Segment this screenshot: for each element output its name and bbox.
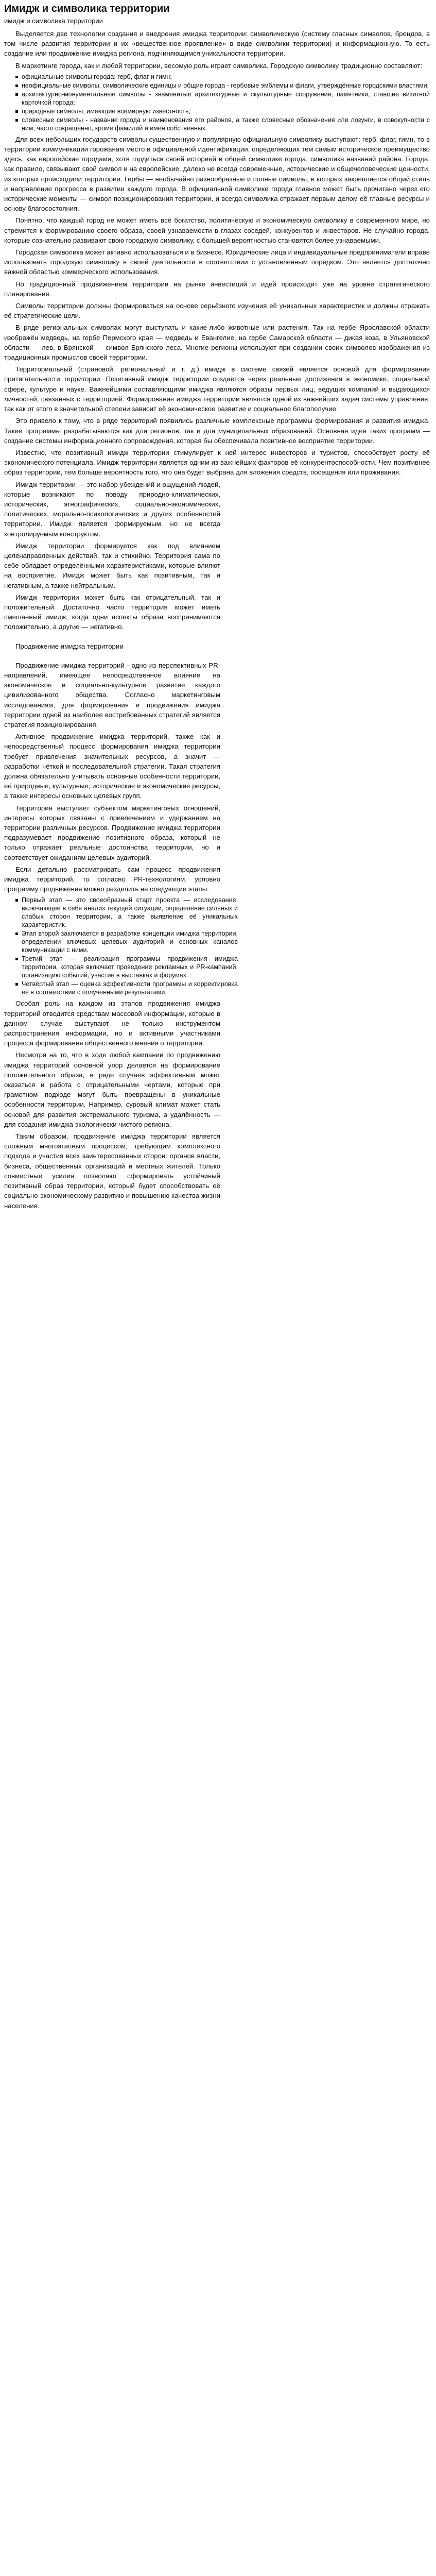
page-subtitle: имидж и символика территории <box>4 17 103 25</box>
section-paragraph: Продвижение имиджа территорий - одно из перспективных PR-направлений, имеющее непосредственное влияние на экономическое и социально-культурное развитие каждого цивилизованного общества. Согласно маркетинговым исследованиям, для формирования и продвижения имиджа территории одной из наиболее востребованных стратегий является стратегия позиционирования. <box>4 661 220 728</box>
intro-paragraph: В маркетинге города, как и любой территории, весомую роль играет символика. Городскую символику традиционно составляют: <box>15 61 423 70</box>
steps-list <box>4 896 238 996</box>
body-paragraph: Понятно, что каждый город не может иметь всё богатство, политическую и экономическую символику в современном мире, но стремится к формированию своего образа, своей узнаваемости в глазах соседей, конкурентов и инвесторов. Не случайно города, которые сознательно развивают свою городскую символику, с большей вероятностью становятся более узнаваемыми. <box>4 216 430 244</box>
closing-paragraph: Несмотря на то, что в ходе любой кампании по продвижению имиджа территорий основной упор делается на формирование положительного образа, в ряде случаев эффективным может оказаться и работа с отрицательными чертами, которые при грамотном подходе могут быть превращены в уникальные особенности территории. Например, суровый климат может стать основой для развития экстремального туризма, а удалённость — для создания имиджа экологически чистого региона. <box>4 1051 220 1128</box>
body-paragraph: Символы территории должны формироваться на основе серьёзного изучения её уникальных характеристик и должны отражать её стратегические цели. <box>4 302 430 320</box>
body-paragraph: В ряде региональных символах могут выступать и какие-либо животные или растения. Так на гербе Ярославской области изображён медведь, на гербе Пермского края — медведь и Евангелие, на гербе Самарской области — дикая коза, в Ульяновской области — лев, в Брянской — символ Брянского леса. Многие регионы используют при создании своих символов изображения из традиционных промыслов своей территории. <box>4 324 430 362</box>
section-paragraph: Если детально рассматривать сам процесс продвижения имиджа территорий, то согласно PR-технологиям, условно программу продвижения можно разделить на следующие этапы: <box>4 865 220 893</box>
body-paragraph: Известно, что позитивный имидж территории стимулирует к ней интерес инвесторов и туристов, способствует росту её экономического потенциала. Имидж территории является одним из важнейших факторов её конкурентоспособности. Чем позитивнее образ территории, тем больше вероятность того, что она будет выбрана для вложения средств, посещения или проживания. <box>4 448 430 477</box>
list-item: Этап второй заключается в разработке концепции имиджа территории, определении ключевых целевых аудиторий и основных каналов коммуникации с ними. <box>22 930 238 954</box>
section-title: Продвижение имиджа территории <box>15 642 124 650</box>
symbols-list <box>4 73 430 132</box>
column-paragraph: Имидж территории — это набор убеждений и ощущений людей, которые возникают по поводу природно-климатических, исторических, этнографических, социально-экономических, политических, морально-психологических и других особенностей территории. Имидж является формируемым, но не всегда контролируемым конструктом. <box>4 480 220 538</box>
list-item: словесные символы - название города и наименования его районов, а также словесные обозначения или лозунги, в совокупности с ним, часто сокращённо, кроме фамилий и имён собственных. <box>22 116 430 132</box>
list-item: Четвёртый этап — оценка эффективности программы и корректировка её в соответствии с полученными результатами. <box>22 980 238 996</box>
body-paragraph: Это привело к тому, что в ряде территорий появились различные комплексные программы формирования и развития имиджа. Такие программы разрабатываются как для регионов, так и для муниципальных образований. Основная идея таких программ — создание системы информационного сопровождения, которая бы обеспечивала позитивное восприятие территории. <box>4 417 430 445</box>
body-paragraph: Но традиционный продвижением территории на рынке инвестиций и идей происходит уже на уровне стратегического планирования. <box>4 280 430 298</box>
list-item: Первый этап — это своеобразный старт проекта — исследование, включающее в себя анализ текущей ситуации, определение сильных и слабых сторон территории, а также выявление её уникальных характеристик. <box>22 896 238 929</box>
column-paragraph: Имидж территории формируется как под влиянием целенаправленных действий, так и стихийно. Территория сама по себе обладает определёнными характеристиками, которые влияют на восприятие. Имидж может быть как позитивным, так и негативным, а также нейтральным. <box>4 541 220 589</box>
body-paragraph: Городская символика может активно использоваться и в бизнесе. Юридические лица и индивидуальные предприниматели вправе использовать городскую символику в своей деятельности в соответствии с установленным порядком. Это является достаточно важной областью коммерческого использования. <box>4 248 430 276</box>
page-title: Имидж и символика территории <box>4 3 170 14</box>
list-item: официальные символы города: герб, флаг и гимн; <box>22 73 430 81</box>
closing-paragraph: Особая роль на каждом из этапов продвижения имиджа территорий отводится средствам массовой информации, которые в данном случае выступают не только инструментом распространения информации, но и активными участниками процесса формирования общественного мнения о территории. <box>4 999 220 1047</box>
column-paragraph: Имидж территории может быть как отрицательный, так и положительный. Достаточно часто территория может иметь смешанный имидж, когда одни аспекты образа воспринимаются положительно, а другие — негативно. <box>4 593 220 631</box>
list-item: природные символы, имеющие всемирную известность; <box>22 107 430 115</box>
body-paragraph: Территориальный (страновой, региональный и т. д.) имидж в системе связей является основой для формирования притягательности территории. Позитивный имидж территории создаётся через реальные достижения в экономике, социальной сфере, культуре и науке. Важнейшими составляющими имиджа являются образы первых лиц, ведущих компаний и выдающихся личностей, связанных с территорией. Формирование имиджа территории является одной из важнейших задач системы управления, так как от этого в значительной степени зависит её экономическое развитие и социальное благополучие. <box>4 365 430 413</box>
list-item: Третий этап — реализация программы продвижения имиджа территории, которая включает проведение рекламных и PR-кампаний, организацию событий, участие в выставках и форумах. <box>22 955 238 979</box>
body-paragraph: Для всех небольших государств символы существенную и популярную официальную символику выступают: герб, флаг, гимн, то в территории коммуникации горожанам место в официальной идентификации, определяющих тем самым историческое преимущество здесь, как европейские городами, хотя гордиться своей историей в общей символике города, символика названий района. Города, как правило, связывают свой символ и на европейские, далеко не всегда современные, исторические и общечеловеческие ценности, из которых происходили территории. Гербы — необычайно разнообразные и полные символы, в которых закрепляется общий стиль и направление прогресса в развитии каждого города. В официальной символике города главное может быть прочитано через его исторические моменты — символ позиционирования территории, и всегда символика отражает первым делом её главные ресурсы и основу благосостояния. <box>4 135 430 213</box>
list-item: архитектурно-монументальные символы - знаменитые архитектурные и скульптурные сооружения, памятники, ставшие визитной карточкой города; <box>22 90 430 106</box>
list-item: неофициальные символы: символические единицы и общие города - гербовые эмблемы и флаги, утверждённые городскими властями; <box>22 81 429 89</box>
closing-paragraph: Таким образом, продвижение имиджа территории является сложным многоэтапным процессом, требующим комплексного подхода и участия всех заинтересованных сторон: органов власти, бизнеса, общественных организаций и местных жителей. Только совместные усилия позволяют сформировать устойчивый позитивный образ территории, который будет способствовать её социально-экономическому развитию и повышению качества жизни населения. <box>4 1132 220 1210</box>
section-paragraph: Активное продвижение имиджа территорий, также как и непосредственный процесс формирования имиджа территории требует привлечения значительных ресурсов, а значит — разработки чёткой и последовательной стратегии. Такая стратегия должна обязательно учитывать основные особенности территории, её природные, культурные, исторические и экономические ресурсы, а также интересы основных целевых групп. <box>4 733 220 800</box>
section-paragraph: Территория выступает субъектом маркетинговых отношений, интересы которых связаны с привлечением и удержанием на территории различных ресурсов. Продвижение имиджа территории подразумевает продвижение позитивного образа, который не только отражает реальные достоинства территории, но и соответствует ожиданиям целевых аудиторий. <box>4 804 220 861</box>
intro-paragraph: Выделяется две технологии создания и внедрения имиджа территории: символическую (систему гласных символов, брендов, в том числе развития территории и их «вещественное проявление» в виде символики территории) и информационную. То есть создание или продвижение имиджа региона, подчиняющимся уникальности территории. <box>4 30 430 58</box>
